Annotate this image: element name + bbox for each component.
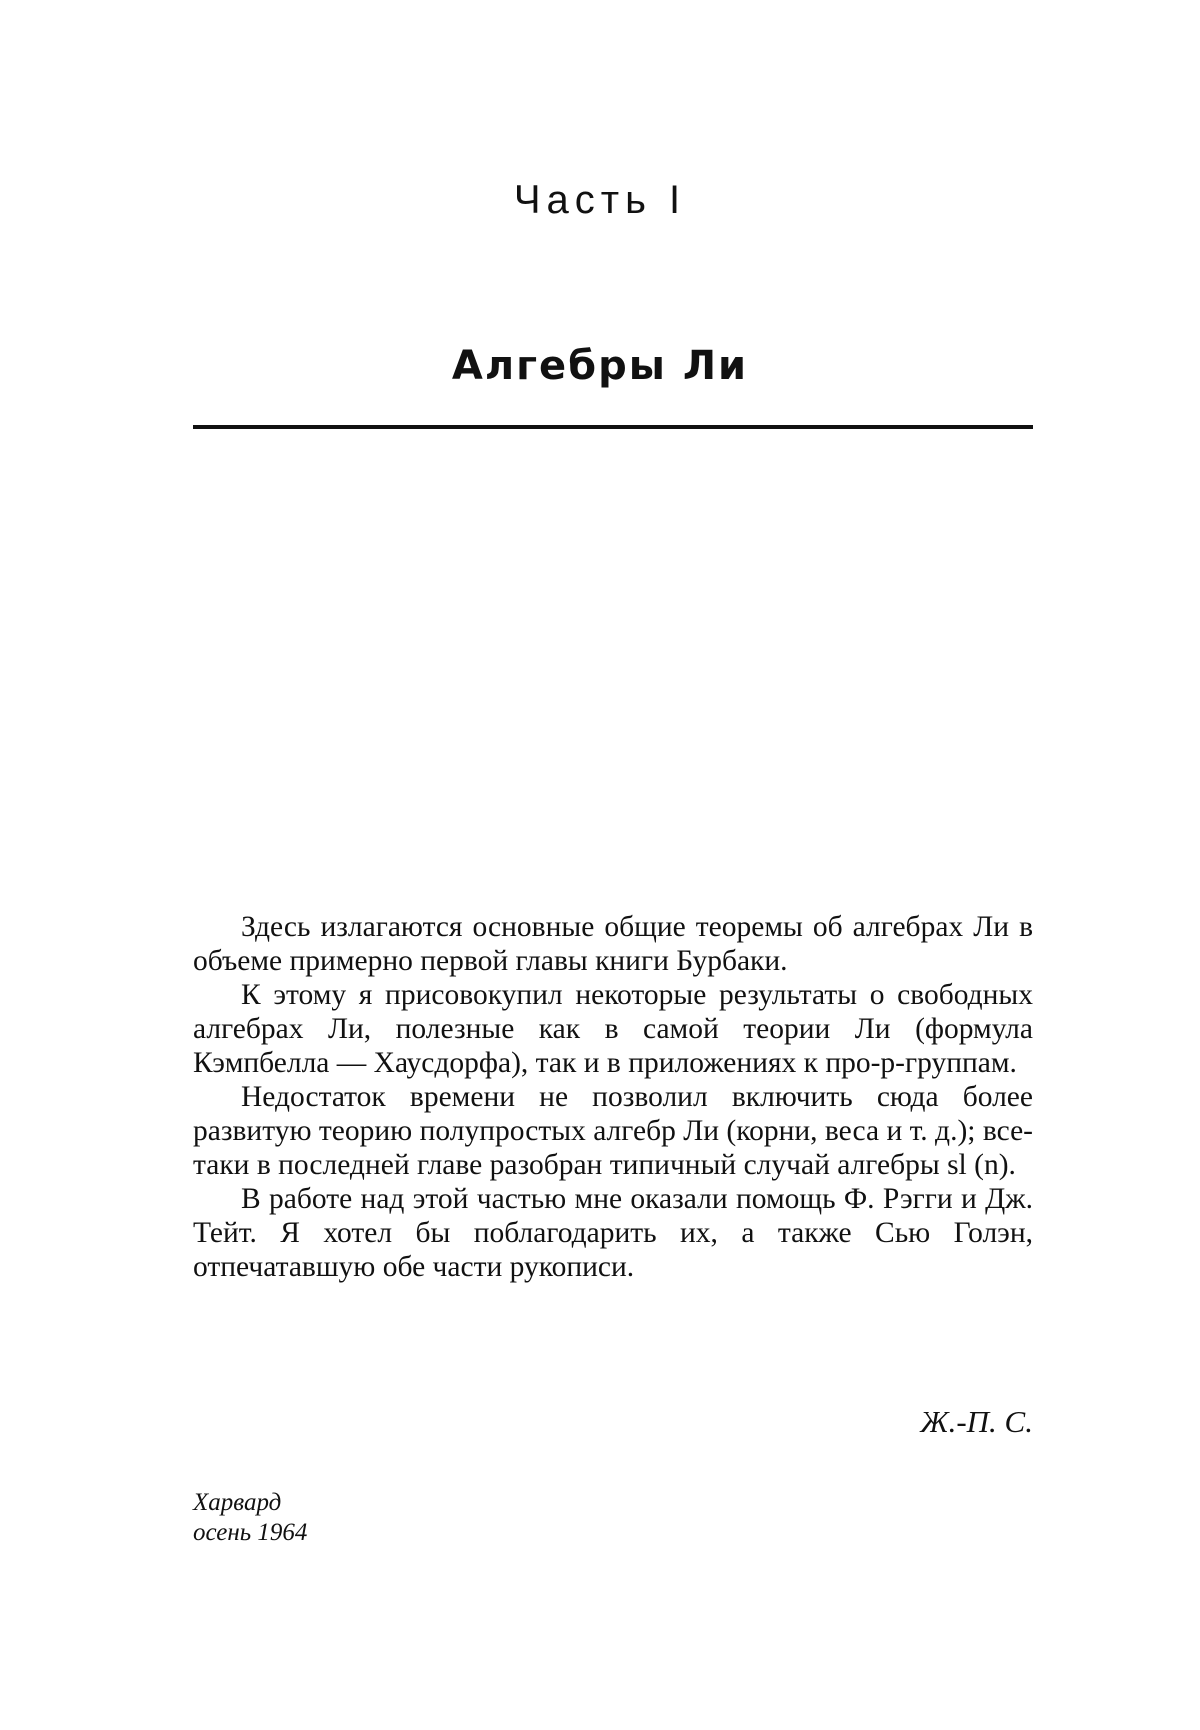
place: Харвард (193, 1489, 282, 1516)
preface-paragraph-1: Здесь излагаются основные общие теоремы об алгебрах Ли в объеме примерно первой главы книги Бурбаки. (193, 911, 1033, 977)
place-and-date (193, 1488, 307, 1548)
part-title: Алгебры Ли (451, 343, 749, 389)
preface-paragraph-2: К этому я присовокупил некоторые результаты о свободных алгебрах Ли, полезные как в самой теории Ли (формула Кэмпбелла — Хаусдорфа), так и в приложениях к про-p-группам. (193, 979, 1033, 1079)
preface-paragraph-3: Недостаток времени не позволил включить сюда более развитую теорию полупростых алгебр Ли (корни, веса и т. д.); все-таки в последней главе разобран типичный случай алгебры sl (n). (193, 1081, 1033, 1181)
date: осень 1964 (193, 1519, 308, 1546)
author-initials: Ж.-П. С. (920, 1404, 1033, 1439)
title-divider (193, 425, 1033, 429)
part-label: Часть I (513, 178, 687, 222)
preface-text (193, 910, 1033, 1284)
preface-paragraph-4: В работе над этой частью мне оказали помощь Ф. Рэгги и Дж. Тейт. Я хотел бы поблагодарить их, а также Сью Голэн, отпечатавшую обе части рукописи. (193, 1183, 1033, 1283)
